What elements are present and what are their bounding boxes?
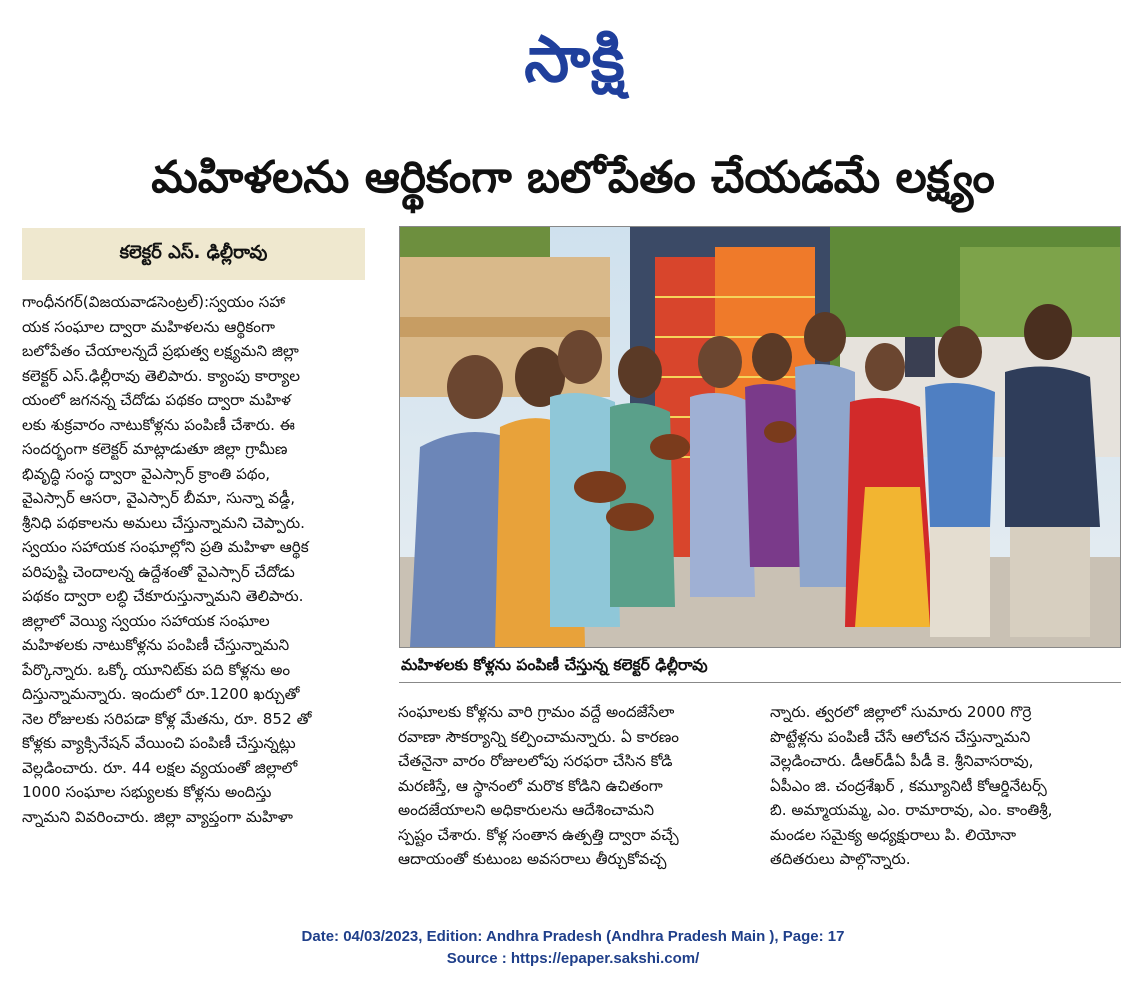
article-text-line: బి. అమ్మాయమ్మ, ఎం. రామారావు, ఎం. కాంతిశ్రీ, (770, 801, 1053, 819)
article-text-line: స్పష్టం చేశారు. కోళ్ల సంతాన ఉత్పత్తి ద్వారా వచ్చే (398, 825, 679, 844)
article-text-line: గాంధీనగర్(విజయవాడసెంట్రల్):స్వయం సహా (22, 293, 286, 311)
logo-text: సాక్షి (524, 23, 626, 97)
article-text-line: యంలో జగనన్న చేదోడు పథకం ద్వారా మహిళ (22, 391, 291, 409)
footer-date-edition: Date: 04/03/2023, Edition: Andhra Pradesh (Andhra Pradesh Main ), Page: 17 (301, 928, 845, 945)
article-text-line: బలోపేతం చేయాలన్నదే ప్రభుత్వ లక్ష్యమని జిల్లా (22, 342, 299, 360)
article-headline: మహిళలను ఆర్థికంగా బలోపేతం చేయడమే లక్ష్యం (151, 152, 995, 203)
article-column-1 (22, 290, 367, 829)
article-text-line: రవాణా సౌకర్యాన్ని కల్పించామన్నారు. ఏ కారణం (398, 727, 680, 746)
article-text-line: జిల్లాలో వెయ్యి స్వయం సహాయక సంఘాల (22, 611, 270, 630)
article-text-line: దిస్తున్నామన్నారు. ఇందులో రూ.1200 ఖర్చుతో (22, 685, 300, 703)
article-subhead (22, 228, 365, 280)
article-text-line: న్నామని వివరించారు. జిల్లా వ్యాప్తంగా మహిళా (22, 807, 293, 826)
article-text-line: భివృద్ధి సంస్థ ద్వారా వైఎస్సార్ క్రాంతి పథం, (22, 464, 271, 483)
subhead-text: కలెక్టర్ ఎస్. ఢిల్లీరావు (119, 241, 268, 263)
article-text-line: కలెక్టర్ ఎస్.ఢిల్లీరావు తెలిపారు. క్యాంపు కార్యాల (22, 366, 300, 385)
article-column-3 (770, 700, 1118, 872)
sakshi-logo (470, 10, 680, 110)
article-text-line: ఏపీఎం జి. చంద్రశేఖర్ , కమ్యూనిటీ కోఆర్డినేటర్స్ (770, 776, 1047, 795)
article-photo (399, 226, 1121, 648)
article-text-line: యక సంఘాల ద్వారా మహిళలను ఆర్థికంగా (22, 317, 275, 336)
article-text-line: సంఘాలకు కోళ్లను వారి గ్రామం వద్దే అందజేసేలా (398, 703, 675, 721)
article-text-line: సందర్భంగా కలెక్టర్ మాట్లాడుతూ జిల్లా గ్రామీణ (22, 440, 288, 458)
article-text-line: వెల్లడించారు. డీఆర్‌డీఏ పీడీ కె. శ్రీనివాసరావు, (770, 752, 1034, 770)
footer-source: Source : https://epaper.sakshi.com/ (446, 950, 700, 967)
article-text-line: అందజేయాలని అధికారులను ఆదేశించామని (398, 801, 655, 819)
article-text-line: పరిపుష్టి చెందాలన్న ఉద్దేశంతో వైఎస్సార్ చేదోడు (22, 562, 295, 581)
article-text-line: చేతనైనా వారం రోజులలోపు సరఫరా చేసిన కోడి (398, 752, 673, 770)
article-text-line: స్వయం సహాయక సంఘాల్లోని ప్రతి మహిళా ఆర్థిక (22, 538, 309, 556)
article-text-line: 1000 సంఘాల సభ్యులకు కోళ్లను అందిస్తు (22, 783, 272, 801)
article-text-line: నెల రోజులకు సరిపడా కోళ్ల మేతను, రూ. 852 తో (22, 709, 312, 728)
article-text-line: మహిళలకు నాటుకోళ్లను పంపిణీ చేస్తున్నామని (22, 636, 290, 654)
group-photo-illustration (400, 227, 1120, 647)
article-text-line: మరణిస్తే, ఆ స్థానంలో మరొక కోడిని ఉచితంగా (398, 776, 663, 795)
article-column-2 (398, 700, 748, 872)
article-text-line: శ్రీనిధి పథకాలను అమలు చేస్తున్నామని చెప్పారు. (22, 513, 305, 532)
article-text-line: కోళ్లకు వ్యాక్సినేషన్ వేయించి పంపిణీ చేస్తున్నట్లు (22, 734, 296, 752)
photo-caption: మహిళలకు కోళ్లను పంపిణీ చేస్తున్న కలెక్టర్ ఢిల్లీరావు (399, 652, 1121, 683)
article-text-line: వైఎస్సార్ ఆసరా, వైఎస్సార్ బీమా, సున్నా వడ్డీ, (22, 489, 296, 507)
article-text-line: వెల్లడించారు. రూ. 44 లక్షల వ్యయంతో జిల్లాలో (22, 758, 298, 777)
article-text-line: ఆదాయంతో కుటుంబ అవసరాలు తీర్చుకోవచ్చ (398, 850, 667, 868)
article-text-line: పేర్కొన్నారు. ఒక్కో యూనిట్‌కు పది కోళ్లను అం (22, 660, 291, 679)
article-text-line: తదితరులు పాల్గొన్నారు. (770, 850, 911, 868)
article-text-line: పొట్టేళ్లను పంపిణీ చేసే ఆలోచన చేస్తున్నామని (770, 727, 1031, 746)
article-text-line: న్నారు. త్వరలో జిల్లాలో సుమారు 2000 గొర్రె (770, 703, 1032, 721)
article-text-line: లకు శుక్రవారం నాటుకోళ్లను పంపిణీ చేశారు. ఈ (22, 415, 295, 434)
article-text-line: మండల సమైక్య అధ్యక్షురాలు పి. లియోనా (770, 825, 1017, 844)
article-text-line: పథకం ద్వారా లబ్ధి చేకూరుస్తున్నామని తెలిపారు. (22, 587, 304, 605)
